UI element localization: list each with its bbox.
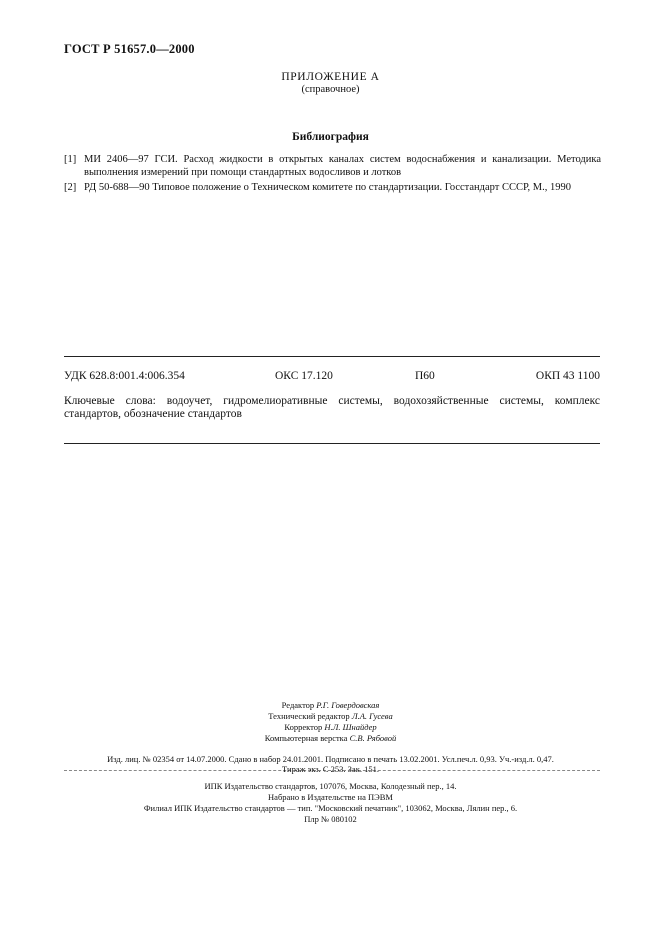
credit-name: Р.Г. Говердовская [316, 700, 380, 710]
credit-editor [0, 700, 661, 711]
credit-name: С.В. Рябовой [349, 733, 397, 743]
imprint-line: Плр № 080102 [304, 814, 357, 824]
credit-label: Редактор [281, 700, 315, 710]
bibliography-title: Библиография [292, 131, 369, 143]
imprint-line: ИПК Издательство стандартов, 107076, Москва, Колодезный пер., 14. [204, 781, 457, 791]
imprint-line: Набрано в Издательстве на ПЭВМ [268, 792, 393, 802]
imprint-line: Филиал ИПК Издательство стандартов — тип. "Московский печатник", 103062, Москва, Лялин пер., 6. [143, 803, 518, 813]
oks-code: ОКС 17.120 [275, 370, 333, 382]
credit-label: Корректор [284, 722, 323, 732]
divider-top [64, 356, 600, 357]
imprint-line: Изд. лиц. № 02354 от 14.07.2000. Сдано в набор 24.01.2001. Подписано в печать 13.02.2001. Усл.печ.л. 0,93. Уч.-изд.л. 0,47. [107, 754, 554, 764]
bibliography-item-number: [1] [64, 154, 77, 165]
credit-layout [0, 733, 661, 744]
appendix-title: ПРИЛОЖЕНИЕ А [281, 71, 380, 83]
bibliography-item [64, 181, 601, 194]
bibliography-item [64, 153, 601, 179]
credit-corrector [0, 722, 661, 733]
classification-row [64, 370, 600, 386]
udk-code: УДК 628.8:001.4:006.354 [64, 370, 185, 382]
okp-code: ОКП 43 1100 [535, 370, 600, 382]
credit-label: Компьютерная верстка [264, 733, 348, 743]
credit-name: Л.А. Гусева [351, 711, 393, 721]
bibliography-item-text: МИ 2406—97 ГСИ. Расход жидкости в открытых каналах систем водоснабжения и канализации. Методика выполнения измерений при помощи стандартных водосливов и лотков [84, 154, 601, 178]
credit-label: Технический редактор [268, 711, 350, 721]
credit-tech-editor [0, 711, 661, 722]
imprint-line: Тираж экз. С 253. Зак. 151. [282, 764, 379, 774]
divider-bottom [64, 443, 600, 444]
appendix-subtitle: (справочное) [301, 84, 360, 95]
standard-number: ГОСТ Р 51657.0—2000 [64, 42, 195, 56]
bibliography-item-number: [2] [64, 182, 77, 193]
bibliography-item-text: РД 50-688—90 Типовое положение о Техническом комитете по стандартизации. Госстандарт СССР, М., 1990 [84, 182, 572, 193]
credit-name: Н.Л. Шнайдер [324, 722, 377, 732]
credits-block [0, 700, 661, 744]
keywords: Ключевые слова: водоучет, гидромелиоративные системы, водохозяйственные системы, комплекс стандартов, обозначение стандартов [64, 395, 600, 420]
group-code: П60 [415, 370, 435, 382]
